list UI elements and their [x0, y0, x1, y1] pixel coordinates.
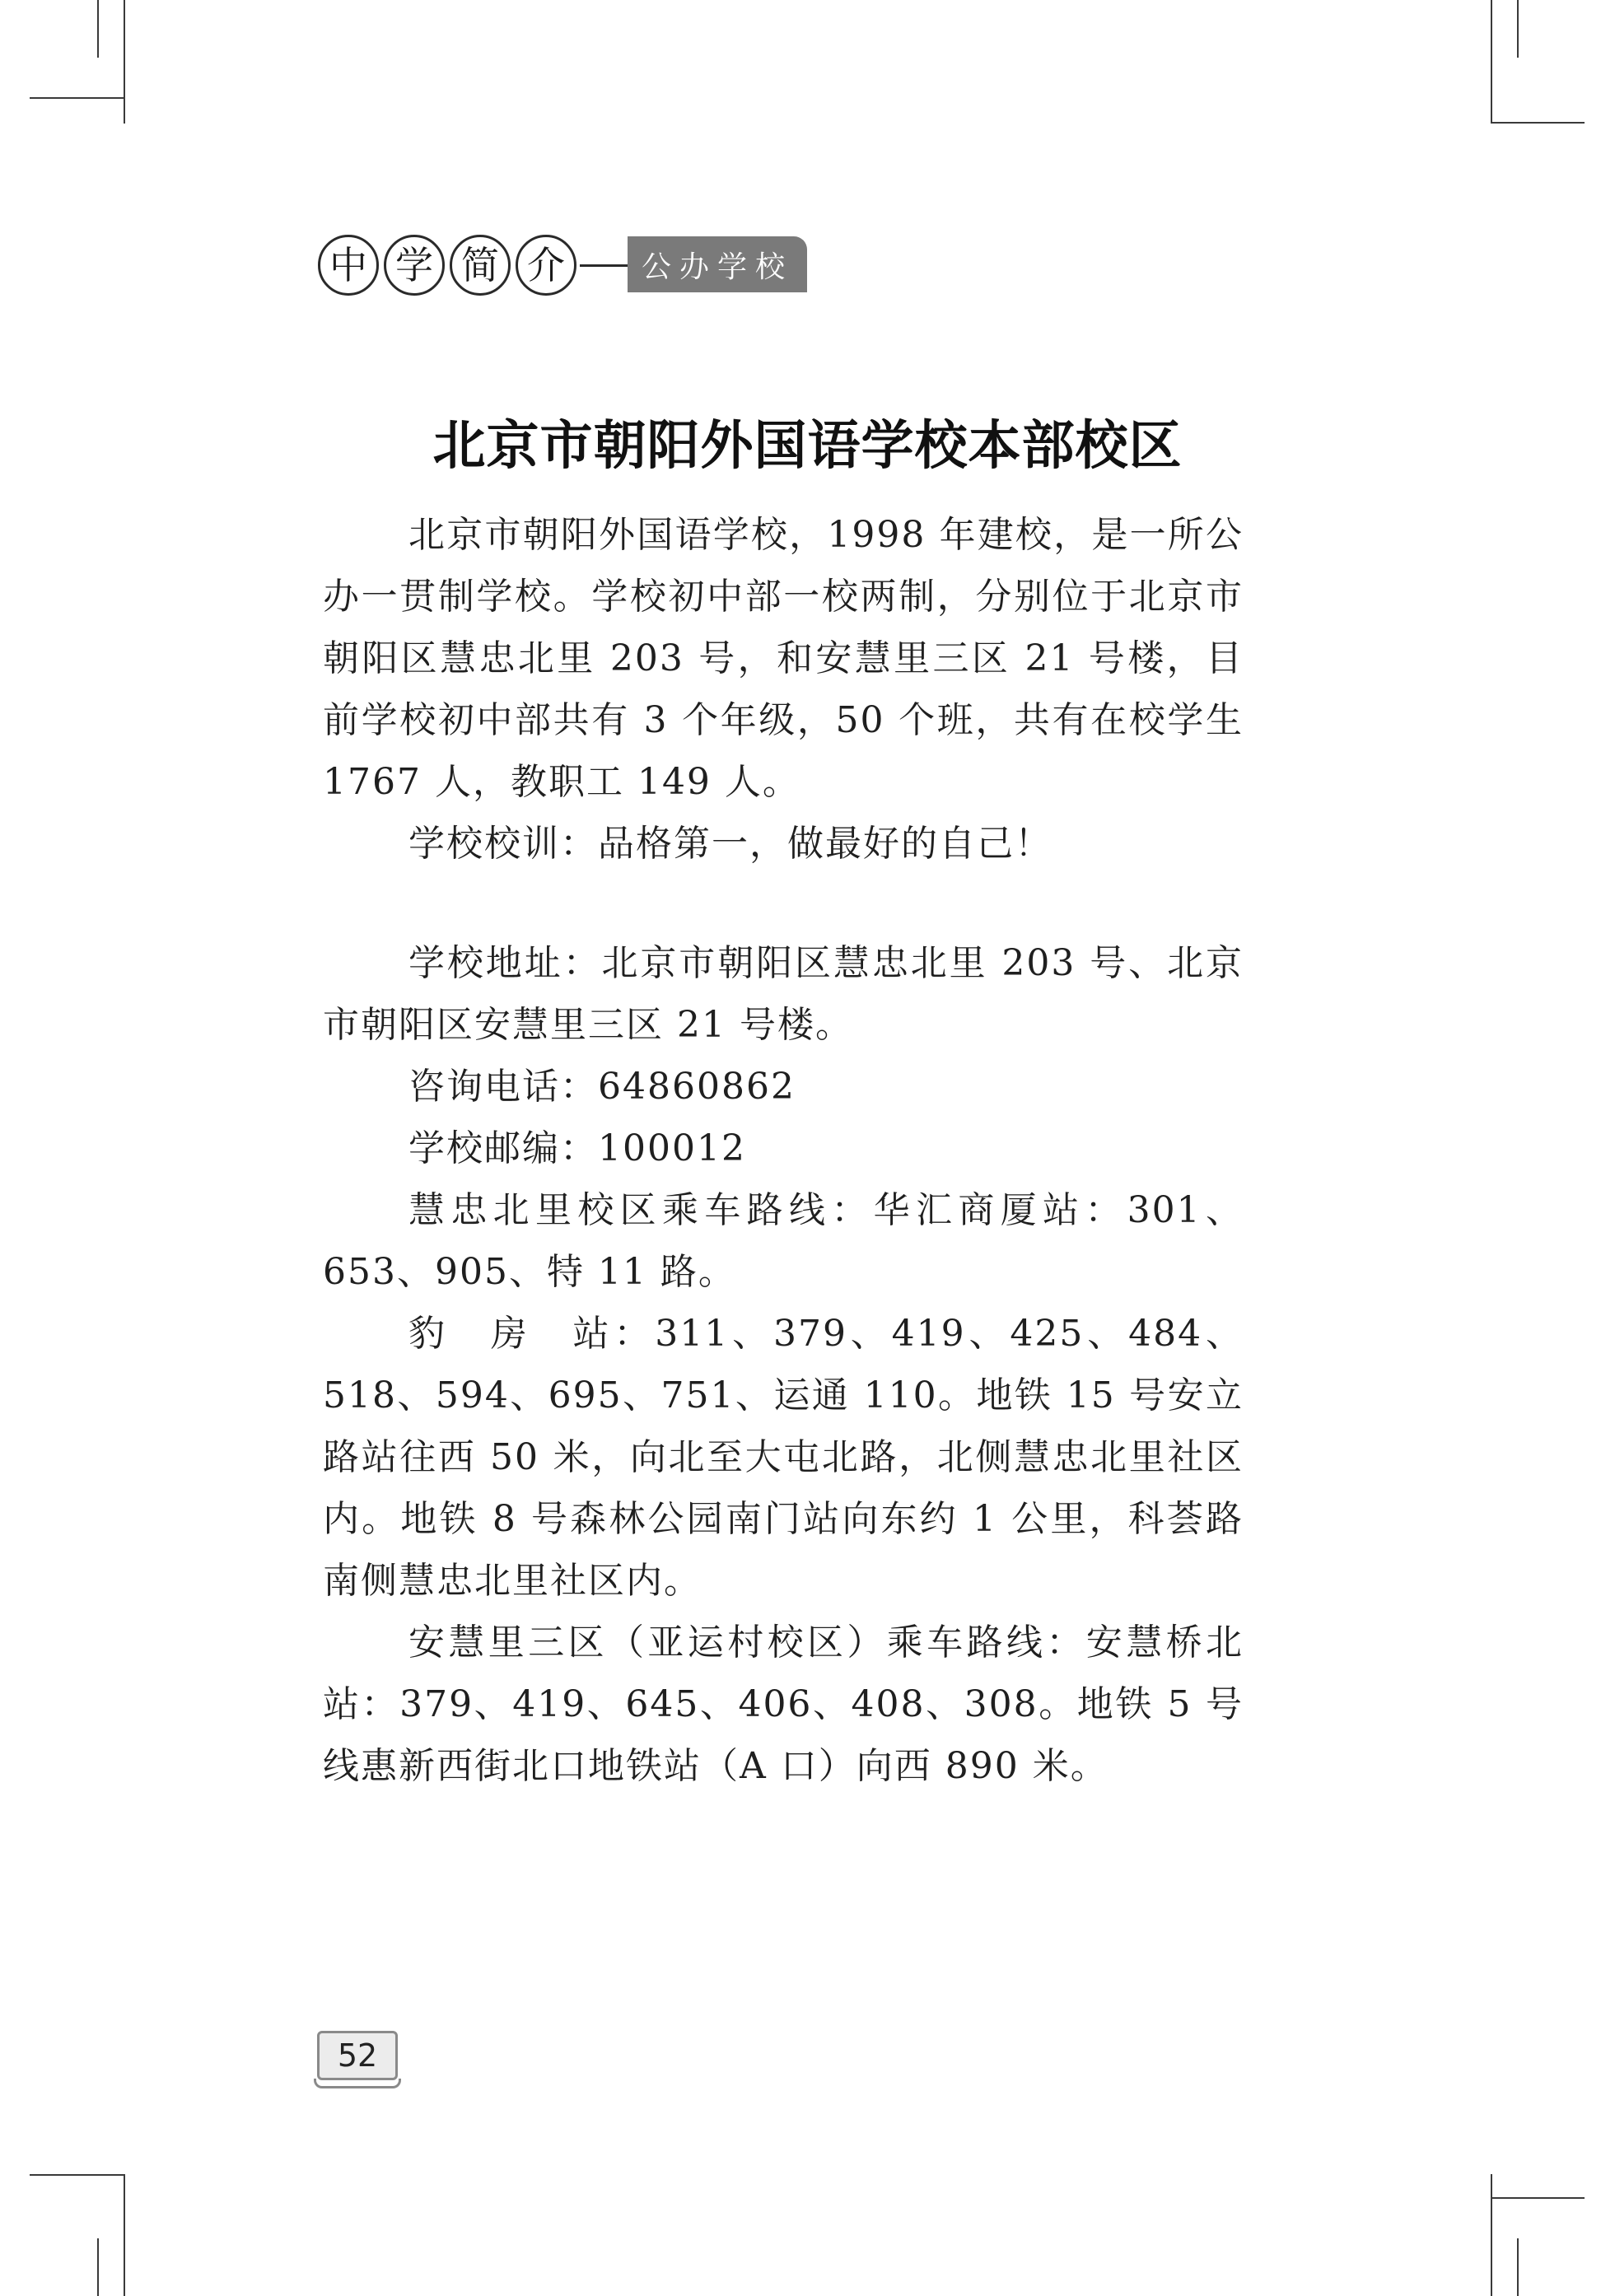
crop-mark	[1491, 0, 1492, 124]
page-number: 52	[317, 2031, 398, 2080]
section-header	[318, 235, 845, 302]
bus-route-anhuili: 安慧里三区（亚运村校区）乘车路线：安慧桥北站：379、419、645、406、408、308。地铁 5 号线惠新西街北口地铁站（A 口）向西 890 米。	[323, 1622, 1244, 1787]
crop-mark	[1517, 2238, 1519, 2296]
crop-mark	[30, 2174, 124, 2176]
crop-mark	[1491, 2197, 1585, 2199]
crop-mark	[30, 97, 124, 99]
crop-mark	[124, 0, 125, 124]
paragraph-gap	[323, 875, 1244, 932]
school-address: 学校地址：北京市朝阳区慧忠北里 203 号、北京市朝阳区安慧里三区 21 号楼。	[323, 942, 1244, 1046]
consult-phone: 咨询电话：64860862	[408, 1066, 796, 1108]
header-circle-char: 学	[384, 235, 445, 296]
crop-mark	[1491, 2174, 1492, 2296]
crop-mark	[1517, 0, 1519, 58]
school-motto: 学校校训：品格第一，做最好的自己！	[408, 823, 1053, 865]
crop-mark	[124, 2174, 125, 2296]
book-icon	[314, 2079, 401, 2088]
article-body	[323, 504, 1244, 1797]
crop-mark	[97, 2238, 99, 2296]
page-title: 北京市朝阳外国语学校本部校区	[432, 416, 1183, 477]
bus-route-huizhong: 慧忠北里校区乘车路线：华汇商厦站：301、653、905、特 11 路。	[323, 1189, 1244, 1293]
crop-mark	[1491, 122, 1585, 124]
crop-mark	[97, 0, 99, 58]
header-circle-char: 简	[450, 235, 511, 296]
header-circle-char: 介	[516, 235, 576, 296]
header-circle-char: 中	[318, 235, 379, 296]
category-tag: 公办学校	[628, 236, 807, 292]
postal-code: 学校邮编：100012	[408, 1127, 746, 1169]
intro-paragraph: 北京市朝阳外国语学校，1998 年建校，是一所公办一贯制学校。学校初中部一校两制，分别位于北京市朝阳区慧忠北里 203 号，和安慧里三区 21 号楼，目前学校初中部共有 3 个年级，50 个班，共有在校学生 1767 人，教职工 149 人。	[323, 514, 1244, 803]
bus-route-baofang: 豹 房 站：311、379、419、425、484、518、594、695、751、运通 110。地铁 15 号安立路站往西 50 米，向北至大屯北路，北侧慧忠北里社区内。地铁 8 号森林公园南门站向东约 1 公里，科荟路南侧慧忠北里社区内。	[323, 1313, 1244, 1602]
